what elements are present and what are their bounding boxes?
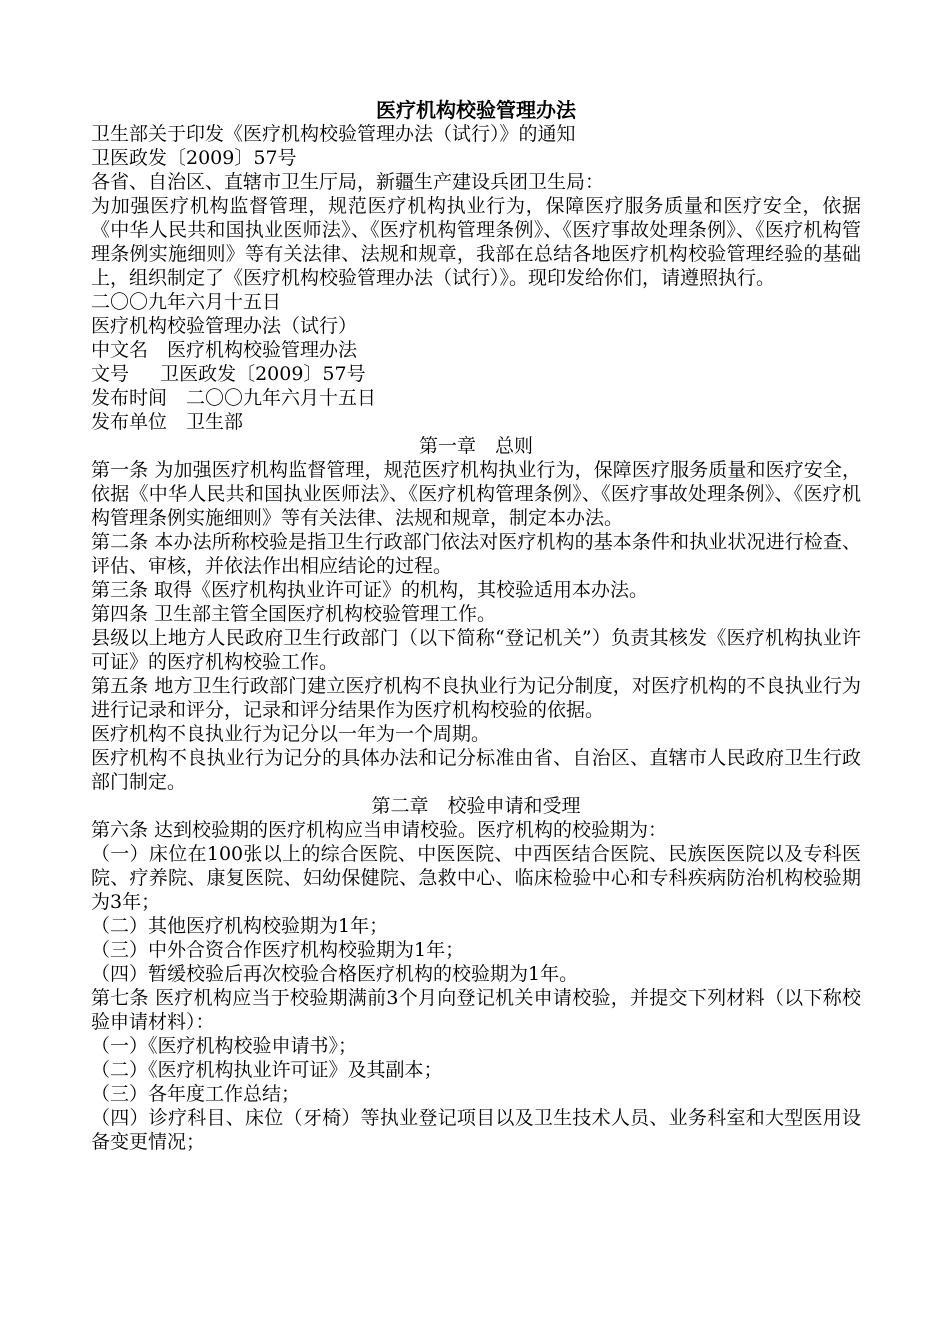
- article-paragraph: 医疗机构不良执业行为记分的具体办法和记分标准由省、自治区、直辖市人民政府卫生行政部门制定。: [91, 747, 861, 793]
- article-paragraph: 第三条 取得《医疗机构执业许可证》的机构，其校验适用本办法。: [91, 579, 649, 601]
- notice-title: 卫生部关于印发《医疗机构校验管理办法（试行）》的通知: [91, 123, 576, 145]
- article-paragraph: 医疗机构不良执业行为记分以一年为一个周期。: [91, 723, 491, 745]
- article-paragraph: （四）暂缓校验后再次校验合格医疗机构的校验期为1年。: [91, 963, 579, 985]
- article-paragraph: 县级以上地方人民政府卫生行政部门（以下简称“登记机关”）负责其核发《医疗机构执业许可证》的医疗机构校验工作。: [91, 627, 861, 673]
- issue-date: 二〇〇九年六月十五日: [91, 291, 282, 313]
- meta-date: 发布时间 二〇〇九年六月十五日: [91, 387, 377, 409]
- article-paragraph: 第五条 地方卫生行政部门建立医疗机构不良执业行为记分制度，对医疗机构的不良执业行为进行记录和评分，记录和评分结果作为医疗机构校验的依据。: [91, 675, 861, 721]
- article-paragraph: （四）诊疗科目、床位（牙椅）等执业登记项目以及卫生技术人员、业务科室和大型医用设备变更情况；: [91, 1107, 861, 1153]
- article-paragraph: 第一条 为加强医疗机构监督管理，规范医疗机构执业行为，保障医疗服务质量和医疗安全，依据《中华人民共和国执业医师法》、《医疗机构管理条例》、《医疗事故处理条例》、《医疗机构管理条例实施细则》等有关法律、法规和规章，制定本办法。: [91, 459, 861, 529]
- article-paragraph: 第二条 本办法所称校验是指卫生行政部门依法对医疗机构的基本条件和执业状况进行检查、评估、审核，并依法作出相应结论的过程。: [91, 531, 861, 577]
- article-paragraph: （一）床位在100张以上的综合医院、中医医院、中西医结合医院、民族医医院以及专科医院、疗养院、康复医院、妇幼保健院、急救中心、临床检验中心和专科疾病防治机构校验期为3年；: [91, 843, 861, 913]
- article-paragraph: 第七条 医疗机构应当于校验期满前3个月向登记机关申请校验，并提交下列材料（以下称校验申请材料）：: [91, 987, 861, 1033]
- meta-name: 中文名 医疗机构校验管理办法: [91, 339, 358, 361]
- document-subtitle: 医疗机构校验管理办法（试行）: [91, 315, 358, 337]
- article-paragraph: 第六条 达到校验期的医疗机构应当申请校验。医疗机构的校验期为：: [91, 819, 668, 841]
- chapter-heading: 第一章 总则: [418, 435, 533, 457]
- article-paragraph: 第四条 卫生部主管全国医疗机构校验管理工作。: [91, 603, 497, 625]
- document-title: 医疗机构校验管理办法: [376, 98, 576, 122]
- chapter-heading: 第二章 校验申请和受理: [371, 795, 581, 817]
- intro-paragraph: 为加强医疗机构监督管理，规范医疗机构执业行为，保障医疗服务质量和医疗安全，依据《中华人民共和国执业医师法》、《医疗机构管理条例》、《医疗事故处理条例》、《医疗机构管理条例实施细则》等有关法律、法规和规章，我部在总结各地医疗机构校验管理经验的基础上，组织制定了《医疗机构校验管理办法（试行）》。现印发给你们，请遵照执行。: [91, 195, 861, 289]
- addressee: 各省、自治区、直辖市卫生厅局，新疆生产建设兵团卫生局：: [91, 171, 605, 193]
- document-page: [91, 98, 861, 1154]
- meta-issuer: 发布单位 卫生部: [91, 411, 244, 433]
- article-paragraph: （二）《医疗机构执业许可证》及其副本；: [91, 1059, 443, 1081]
- article-paragraph: （一）《医疗机构校验申请书》；: [91, 1035, 358, 1057]
- article-paragraph: （三）中外合资合作医疗机构校验期为1年；: [91, 939, 465, 961]
- article-paragraph: （二）其他医疗机构校验期为1年；: [91, 915, 389, 937]
- document-number: 卫医政发〔2009〕57号: [91, 147, 297, 169]
- article-paragraph: （三）各年度工作总结；: [91, 1083, 301, 1105]
- meta-number: 文号 卫医政发〔2009〕57号: [91, 363, 366, 385]
